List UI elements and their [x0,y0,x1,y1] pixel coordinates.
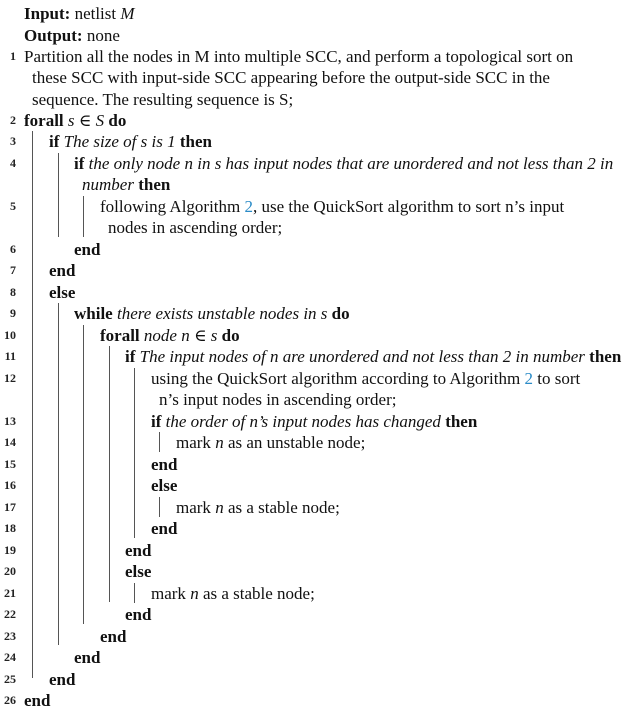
condition: node n ∈ s [143,326,218,345]
condition: there exists unstable nodes in s [116,304,328,323]
keyword: end [125,605,152,624]
keyword: if [49,132,60,151]
keyword: end [100,627,127,646]
line-text: using the QuickSort algorithm according to Algorithm [151,369,525,388]
keyword: then [179,132,212,151]
keyword: end [151,519,178,538]
line-number: 19 [4,543,16,557]
line-number: 18 [4,521,16,535]
algorithm-ref-link[interactable]: 2 [524,369,533,388]
line-number: 2 [10,113,16,127]
block-bar-while [83,325,84,624]
line-text: n’s input nodes in ascending order; [159,390,397,409]
output-label: Output: [24,26,83,45]
line-number: 4 [10,156,16,170]
condition: number [82,175,134,194]
line-number: 24 [4,650,16,664]
line-number: 3 [10,134,16,148]
condition: the only node n in s has input nodes that are unordered and not less than 2 in [88,154,614,173]
line-number: 20 [4,564,16,578]
line-number: 25 [4,672,16,686]
keyword: else [125,562,152,581]
keyword: end [74,648,101,667]
output-value: none [86,26,120,45]
line-text: mark [151,584,191,603]
line-text: , use the QuickSort algorithm to sort n’s input [253,197,565,216]
keyword: then [445,412,478,431]
line-number: 10 [4,328,16,342]
keyword: then [138,175,171,194]
line-number: 15 [4,457,16,471]
line-number: 17 [4,500,16,514]
condition: The input nodes of n are unordered and not less than 2 in number [139,347,585,366]
block-bar-else-outer [134,583,135,603]
variable: n [190,584,199,603]
keyword: end [49,670,76,689]
line-number: 22 [4,607,16,621]
line-number: 11 [4,349,16,363]
line-text: Partition all the nodes in M into multiple SCC, and perform a topological sort on [24,47,574,66]
block-bar-else-stable [159,497,160,517]
block-bar-if-order-changed [159,432,160,452]
line-text: following Algorithm [100,197,245,216]
input-label: Input: [24,4,71,23]
line-number: 21 [4,586,16,600]
block-bar-if-input-nodes [134,368,135,538]
block-bar-if-only-node [83,196,84,237]
line-text: mark [176,433,216,452]
line-text: as a stable node; [223,498,340,517]
keyword: forall [100,326,140,345]
line-number: 6 [10,242,16,256]
condition: The size of s is 1 [63,132,176,151]
line-number: 9 [10,306,16,320]
line-text: as an unstable node; [223,433,366,452]
keyword: forall [24,111,64,130]
line-number: 13 [4,414,16,428]
keyword: if [151,412,162,431]
block-bar-else [58,303,59,645]
keyword: end [151,455,178,474]
variable: n [215,498,224,517]
line-text: nodes in ascending order; [108,218,283,237]
line-text: to sort [532,369,581,388]
keyword: if [125,347,136,366]
keyword: end [24,691,51,710]
line-number: 23 [4,629,16,643]
keyword: else [151,476,178,495]
condition: the order of n’s input nodes has changed [165,412,441,431]
block-bar-if-size [58,153,59,237]
keyword: end [125,541,152,560]
keyword: if [74,154,85,173]
line-number: 1 [10,49,16,63]
algorithm-ref-link[interactable]: 2 [244,197,253,216]
line-text: sequence. The resulting sequence is S; [32,90,294,109]
line-number: 5 [10,199,16,213]
keyword: end [74,240,101,259]
line-text: mark [176,498,216,517]
keyword: do [221,326,240,345]
line-number: 14 [4,435,16,449]
keyword: while [74,304,113,323]
input-var: M [120,4,135,23]
line-number: 12 [4,371,16,385]
keyword: else [49,283,76,302]
keyword: do [108,111,127,130]
line-number: 8 [10,285,16,299]
keyword: end [49,261,76,280]
line-number: 7 [10,263,16,277]
line-number: 26 [4,693,16,707]
condition: s ∈ S [67,111,105,130]
block-bar-forall [32,131,33,678]
line-text: as a stable node; [198,584,315,603]
variable: n [215,433,224,452]
keyword: do [331,304,350,323]
line-text: these SCC with input-side SCC appearing before the output-side SCC in the [32,68,550,87]
line-number: 16 [4,478,16,492]
block-bar-forall-node [109,346,110,602]
input-value: netlist [74,4,117,23]
keyword: then [589,347,622,366]
